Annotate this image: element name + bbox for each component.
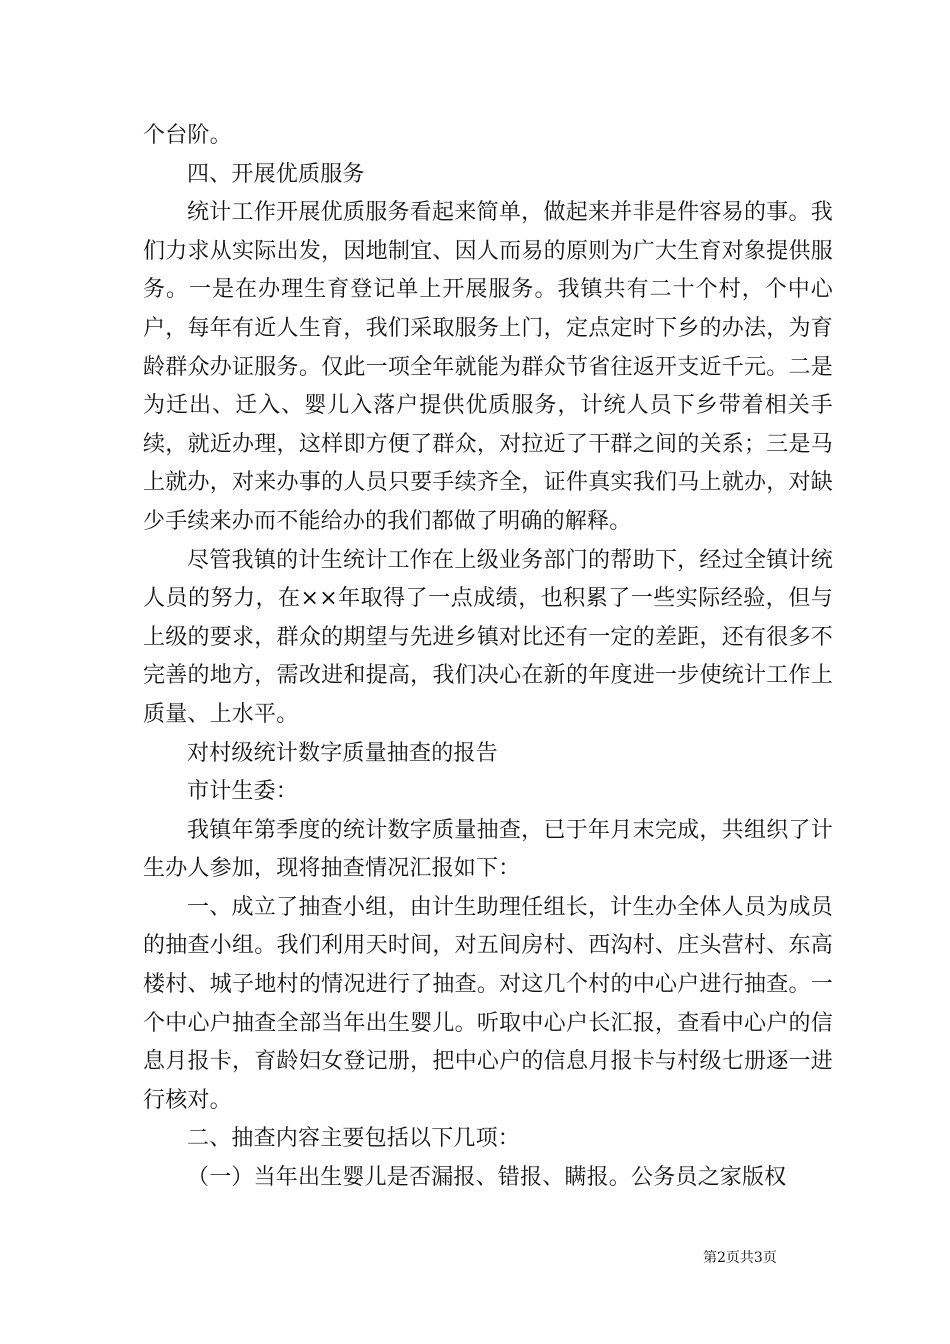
page-number-footer: 第2页共3页 — [703, 1250, 777, 1266]
section-heading-service: 四、开展优质服务 — [187, 161, 365, 187]
paragraph-continuation: 个台阶。 — [143, 123, 232, 148]
report-title: 对村级统计数字质量抽查的报告 — [187, 740, 498, 766]
paragraph-conclusion: 尽管我镇的计生统计工作在上级业务部门的帮助下，经过全镇计统人员的努力，在××年取得了一点成绩，也积累了一些实际经验，但与上级的要求，群众的期望与先进乡镇对比还有一定的差距，还有很多不完善的地方，需改进和提高，我们决心在新的年度进一步使统计工作上质量、上水平。 — [143, 547, 833, 727]
paragraph-report-intro: 我镇年第季度的统计数字质量抽查，已于年月末完成，共组织了计生办人参加，现将抽查情况汇报如下： — [143, 817, 833, 882]
paragraph-inspection-team: 一、成立了抽查小组，由计生助理任组长，计生办全体人员为成员的抽查小组。我们利用天时间，对五间房村、西沟村、庄头营村、东高楼村、城子地村的情况进行了抽查。对这几个村的中心户进行抽查。一个中心户抽查全部当年出生婴儿。听取中心户长汇报，查看中心户的信息月报卡，育龄妇女登记册，把中心户的信息月报卡与村级七册逐一进行核对。 — [143, 894, 833, 1113]
paragraph-service-details: 统计工作开展优质服务看起来简单，做起来并非是件容易的事。我们力求从实际出发，因地制宜、因人而易的原则为广大生育对象提供服务。一是在办理生育登记单上开展服务。我镇共有二十个村，个中心户，每年有近人生育，我们采取服务上门，定点定时下乡的办法，为育龄群众办证服务。仅此一项全年就能为群众节省往返开支近千元。二是为迁出、迁入、婴儿入落户提供优质服务，计统人员下乡带着相关手续，就近办理，这样即方便了群众，对拉近了干群之间的关系；三是马上就办，对来办事的人员只要手续齐全，证件真实我们马上就办，对缺少手续来办而不能给办的我们都做了明确的解释。 — [143, 200, 833, 534]
section-heading-inspection-content: 二、抽查内容主要包括以下几项： — [187, 1126, 521, 1152]
list-item-first: （一）当年出生婴儿是否漏报、错报、瞒报。公务员之家版权 — [187, 1165, 787, 1191]
report-recipient: 市计生委： — [187, 779, 299, 805]
document-body — [143, 117, 833, 1198]
